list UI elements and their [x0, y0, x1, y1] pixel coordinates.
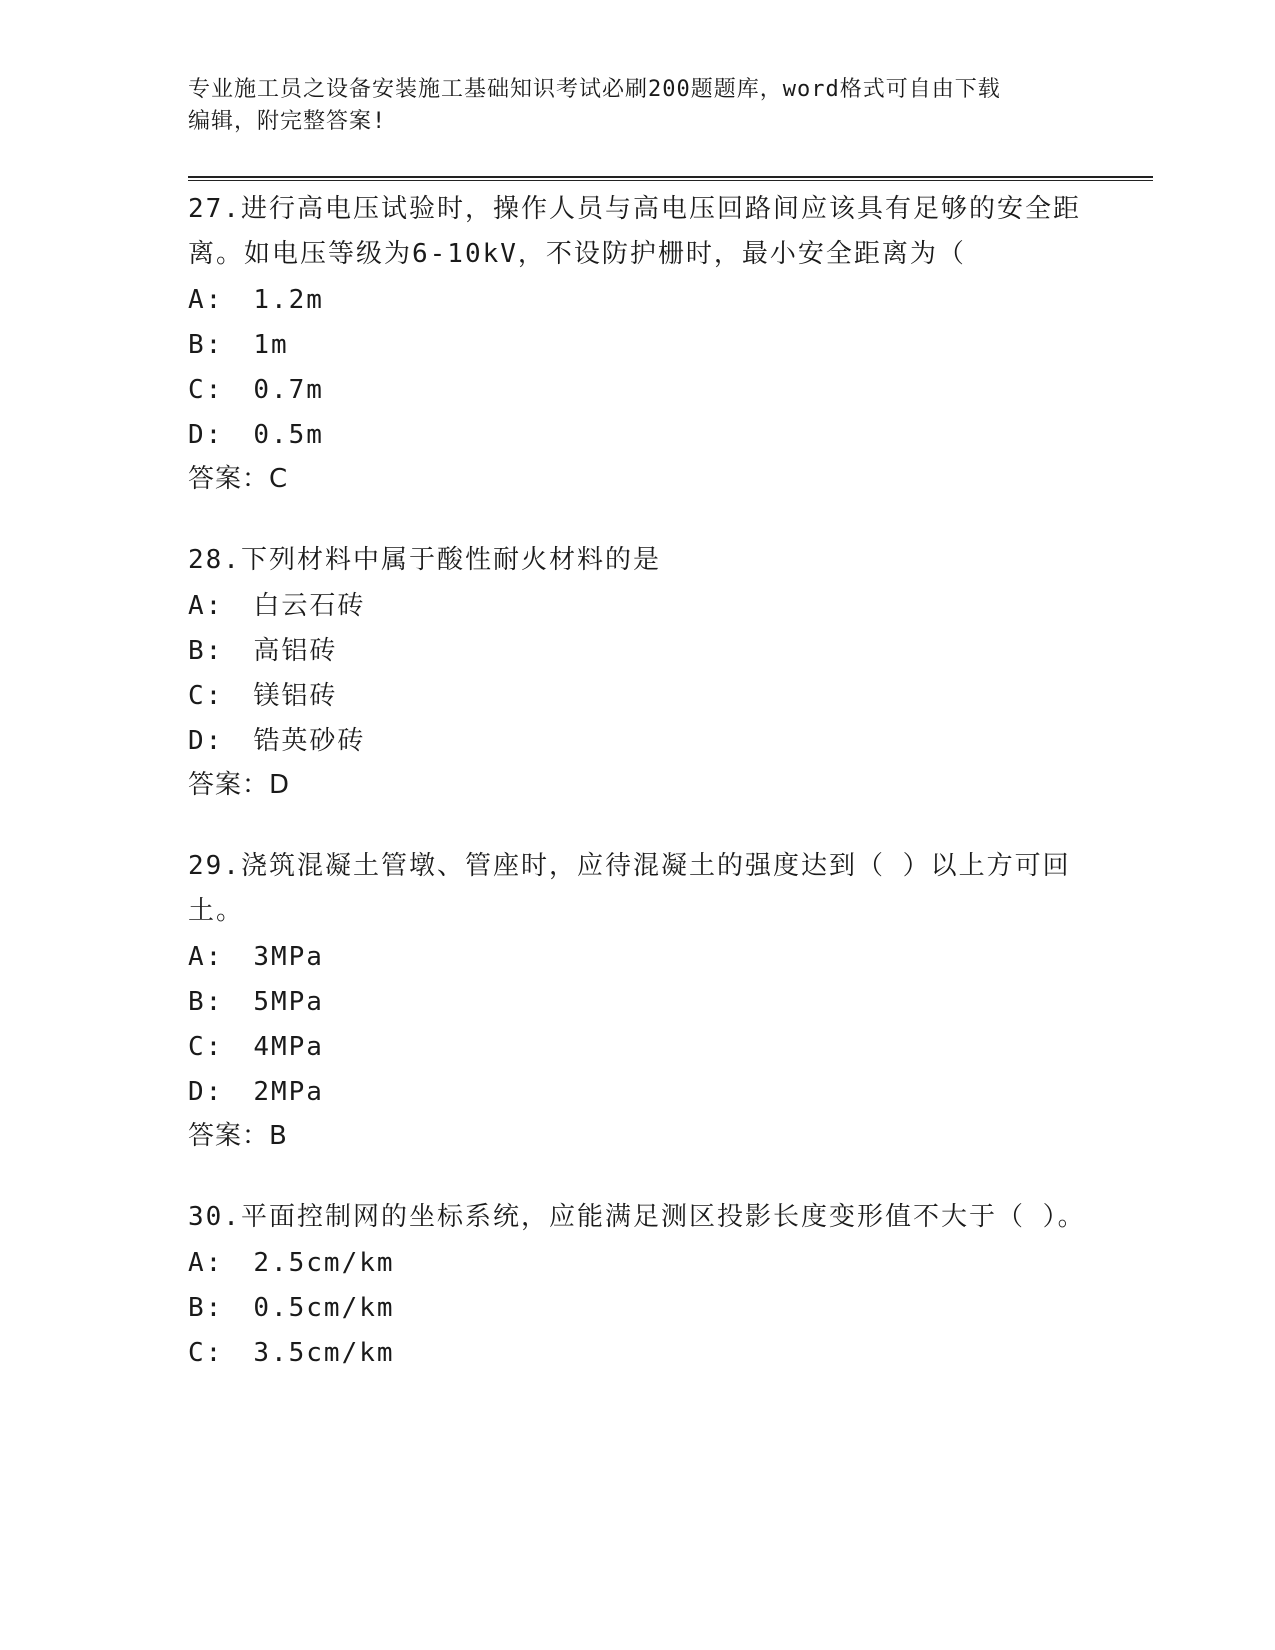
question-28: [188, 538, 1088, 806]
option-key: A:: [188, 285, 224, 315]
option-b: [188, 980, 1088, 1025]
option-text: 镁铝砖: [253, 681, 338, 711]
option-a: [188, 1241, 1088, 1286]
option-key: B:: [188, 330, 224, 360]
question-stem: 27.进行高电压试验时，操作人员与高电压回路间应该具有足够的安全距离。如电压等级为6-10kV，不设防护栅时，最小安全距离为（: [188, 194, 1081, 269]
option-a: [188, 584, 1088, 629]
option-d: [188, 413, 1088, 458]
option-key: C:: [188, 681, 224, 711]
option-key: B:: [188, 1293, 224, 1323]
header-divider: [188, 176, 1153, 181]
option-text: 2MPa: [253, 1077, 324, 1107]
option-key: C:: [188, 375, 224, 405]
option-text: 高铝砖: [253, 636, 338, 666]
question-stem: 30.平面控制网的坐标系统，应能满足测区投影长度变形值不大于（ ）。: [188, 1202, 1086, 1232]
option-text: 3MPa: [253, 942, 324, 972]
option-a: [188, 935, 1088, 980]
answer-line: 答案：B: [188, 1121, 288, 1151]
question-27: [188, 187, 1088, 500]
option-text: 5MPa: [253, 987, 324, 1017]
question-stem: 29.浇筑混凝土管墩、管座时，应待混凝土的强度达到（ ）以上方可回土。: [188, 851, 1071, 926]
option-key: A:: [188, 1248, 224, 1278]
option-text: 白云石砖: [253, 591, 366, 621]
option-text: 1m: [253, 330, 289, 360]
option-b: [188, 1286, 1088, 1331]
header-line-2: 编辑，附完整答案!: [188, 109, 387, 134]
option-text: 0.7m: [253, 375, 324, 405]
option-c: [188, 674, 1088, 719]
question-29: [188, 844, 1088, 1157]
option-b: [188, 629, 1088, 674]
option-b: [188, 323, 1088, 368]
option-key: D:: [188, 1077, 224, 1107]
option-key: B:: [188, 987, 224, 1017]
option-key: B:: [188, 636, 224, 666]
answer-line: 答案：D: [188, 770, 291, 800]
header-line-1: 专业施工员之设备安装施工基础知识考试必刷200题题库，word格式可自由下载: [188, 77, 1001, 102]
option-text: 1.2m: [253, 285, 324, 315]
question-30: [188, 1195, 1088, 1376]
answer-line: 答案：C: [188, 464, 289, 494]
option-c: [188, 1025, 1088, 1070]
option-d: [188, 719, 1088, 764]
option-text: 0.5m: [253, 420, 324, 450]
question-stem: 28.下列材料中属于酸性耐火材料的是: [188, 545, 661, 575]
option-key: C:: [188, 1032, 224, 1062]
option-text: 2.5cm/km: [253, 1248, 395, 1278]
option-text: 锆英砂砖: [253, 726, 366, 756]
option-d: [188, 1070, 1088, 1115]
document-header: [188, 74, 1068, 138]
question-list: [188, 187, 1088, 1414]
option-key: A:: [188, 591, 224, 621]
option-text: 0.5cm/km: [253, 1293, 395, 1323]
option-key: D:: [188, 420, 224, 450]
option-c: [188, 1331, 1088, 1376]
option-text: 4MPa: [253, 1032, 324, 1062]
option-c: [188, 368, 1088, 413]
option-text: 3.5cm/km: [253, 1338, 395, 1368]
option-key: A:: [188, 942, 224, 972]
option-a: [188, 278, 1088, 323]
option-key: D:: [188, 726, 224, 756]
option-key: C:: [188, 1338, 224, 1368]
